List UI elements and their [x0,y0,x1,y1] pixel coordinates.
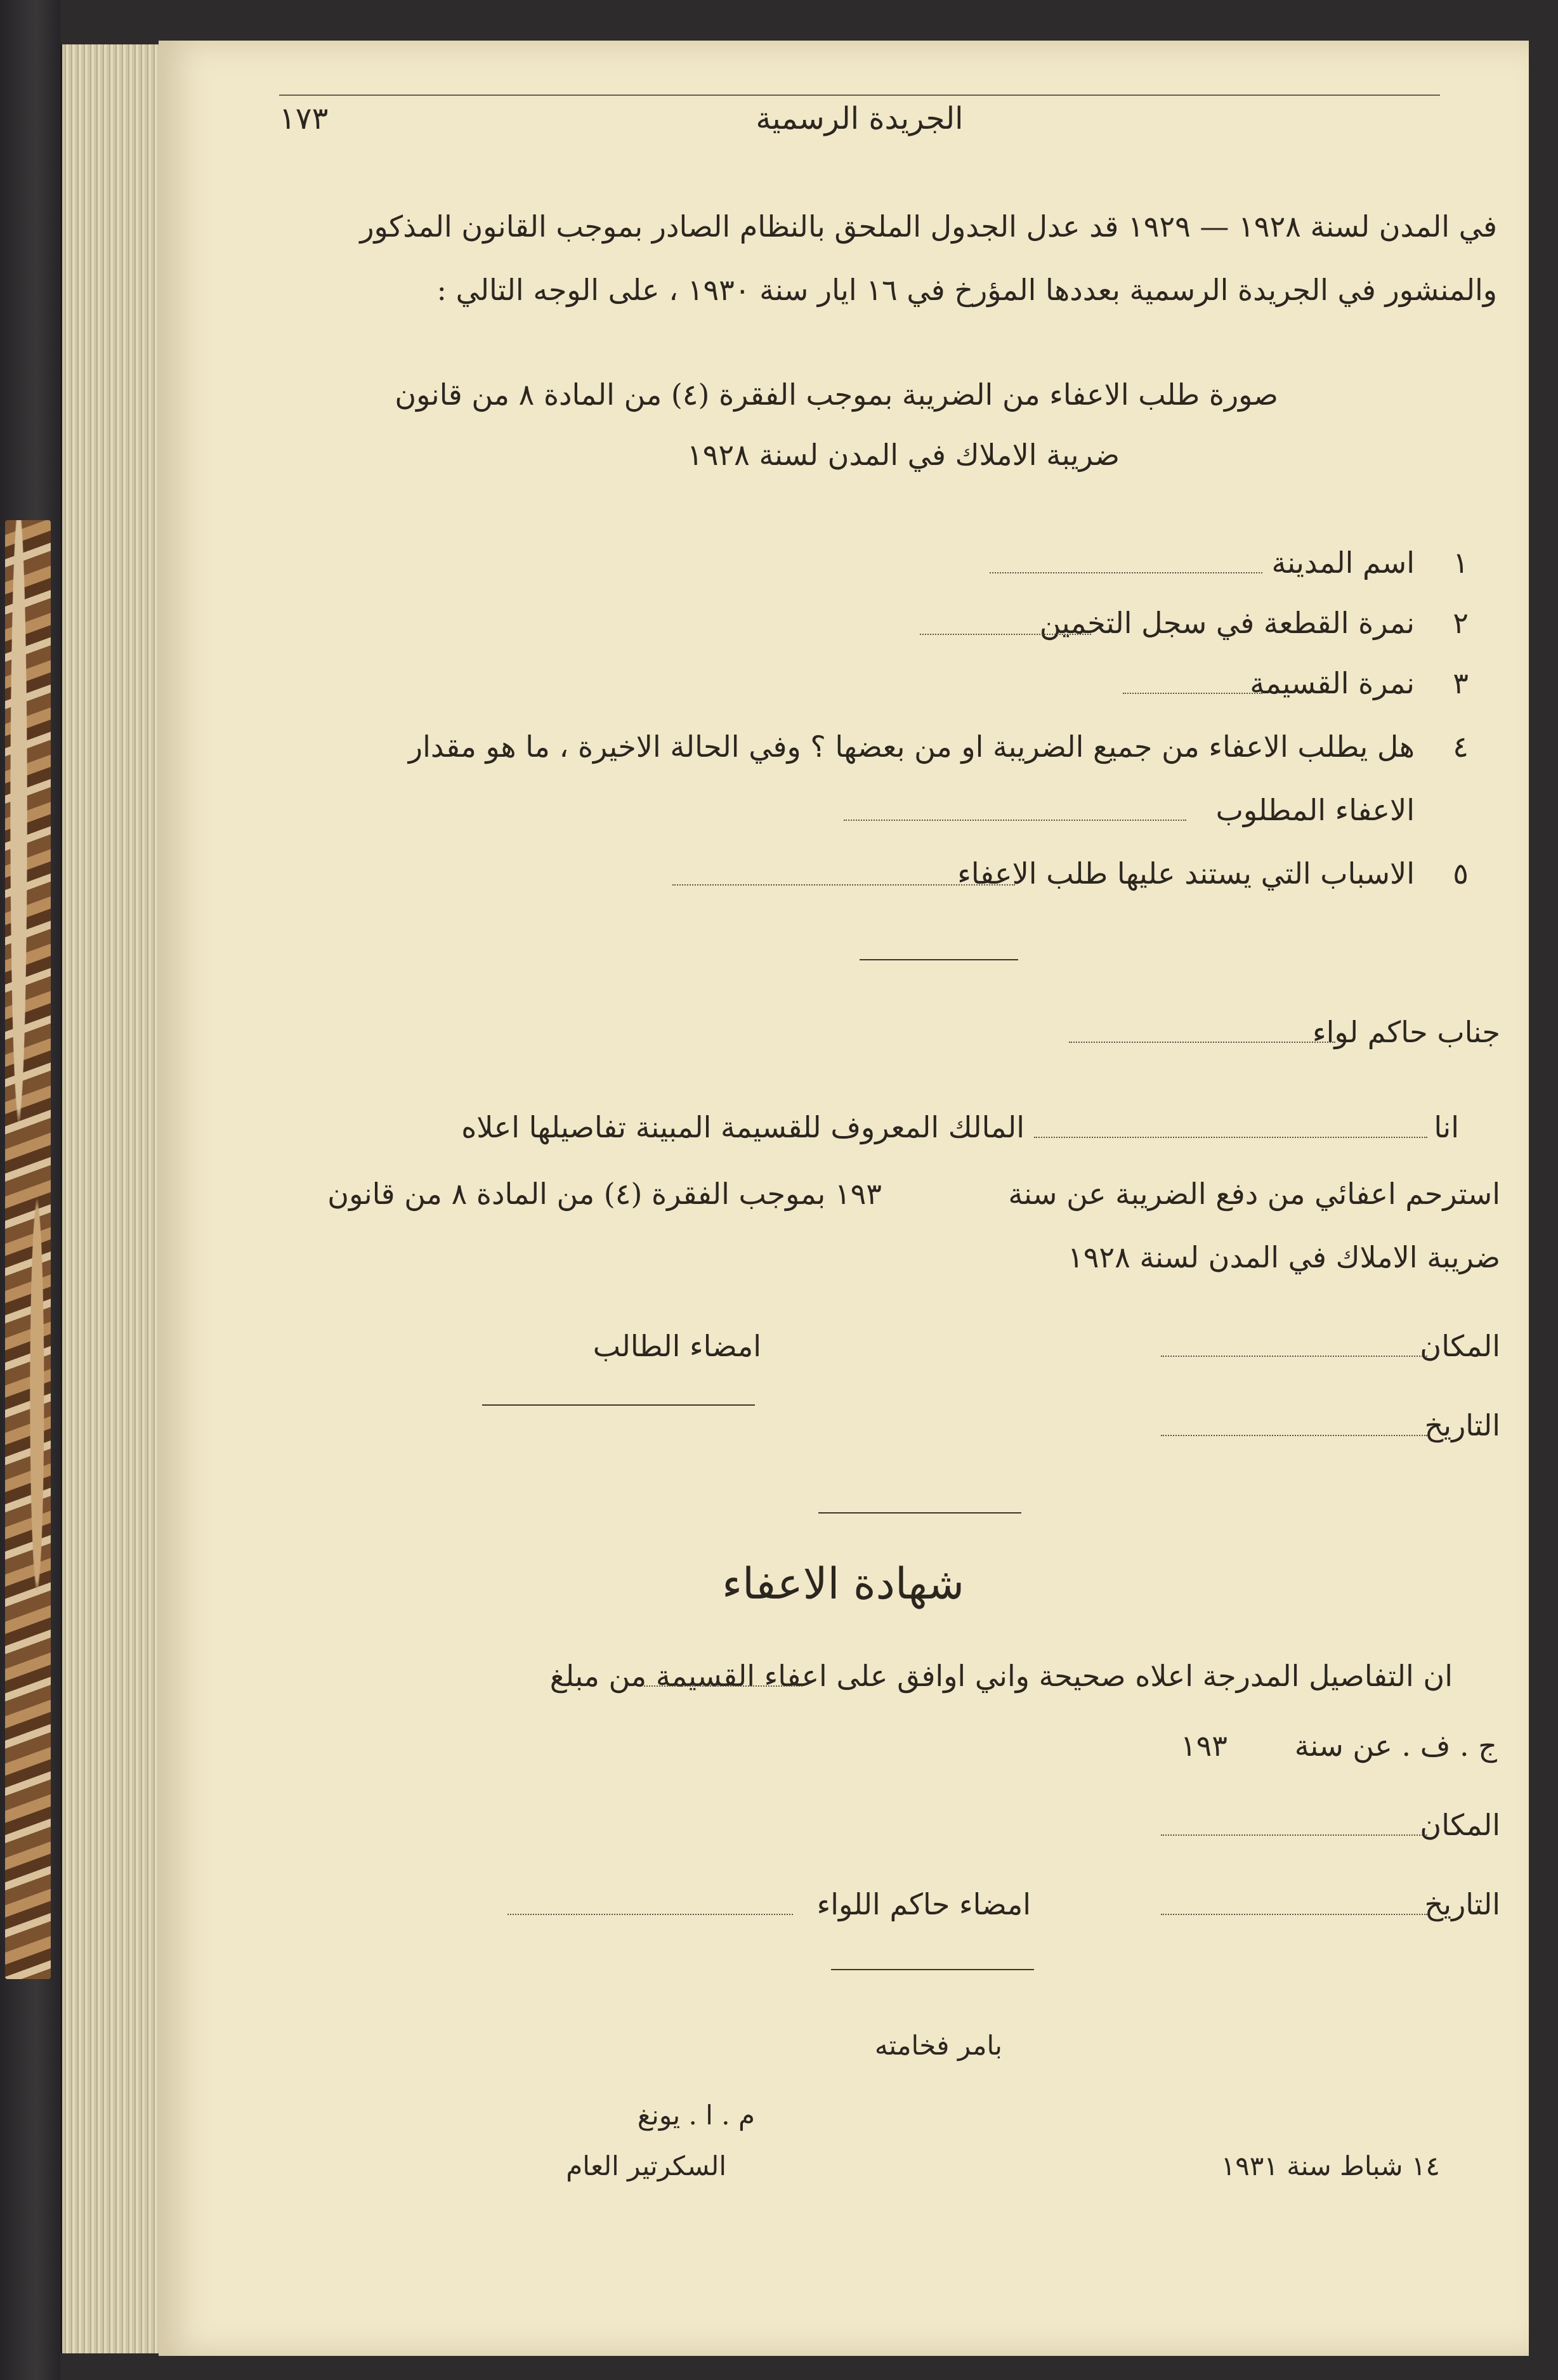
governor-signature-field[interactable] [507,1914,793,1915]
letter-owner-text: المالك المعروف للقسيمة المبينة تفاصيلها اعلاه [461,1110,1024,1144]
district-field[interactable] [1069,1042,1335,1043]
section-divider [860,959,1018,960]
owner-name-field[interactable] [1034,1137,1427,1138]
governor-signature-label: امضاء حاكم اللواء [816,1887,1031,1921]
place-label: المكان [1420,1329,1500,1363]
signatory-name: م . ا . يونغ [637,2100,755,2131]
page-number: ١٧٣ [279,101,329,136]
issue-date: ١٤ شباط سنة ١٩٣١ [1221,2150,1440,2181]
addressee: جناب حاكم لواء [1312,1015,1500,1049]
letter-law: ضريبة الاملاك في المدن لسنة ١٩٢٨ [1068,1240,1500,1274]
signatory-title: السكرتير العام [566,2150,726,2181]
applicant-signature-label: امضاء الطالب [592,1329,761,1363]
item-label-exemption-amount: الاعفاء المطلوب [1215,793,1415,827]
item-number: ١ [1453,546,1469,580]
exemption-amount-field[interactable] [844,820,1186,821]
page-block-edge [60,44,164,2353]
page-header [279,101,1440,145]
letter-request-a: استرحم اعفائي من دفع الضريبة عن سنة [1008,1177,1500,1211]
header-title: الجريدة الرسمية [756,101,964,136]
form-title-line-2: ضريبة الاملاك في المدن لسنة ١٩٢٨ [687,438,1120,472]
certificate-place-field[interactable] [1161,1834,1427,1836]
certificate-date-label: التاريخ [1424,1887,1500,1921]
applicant-signature-line[interactable] [482,1404,755,1406]
parcel-number-field[interactable] [1123,693,1262,694]
item-number: ٢ [1453,606,1469,640]
item-number: ٣ [1453,666,1469,700]
form-title-line-1: صورة طلب الاعفاء من الضريبة بموجب الفقرة (٤) من المادة ٨ من قانون [395,377,1278,412]
letter-request-b: ١٩٣ بموجب الفقرة (٤) من المادة ٨ من قانون [327,1177,882,1211]
city-field[interactable] [990,572,1262,573]
document-page [159,41,1529,2356]
certificate-title: شهادة الاعفاء [722,1559,964,1609]
date-label: التاريخ [1424,1408,1500,1442]
plot-number-field[interactable] [920,634,1091,635]
letter-ana: انا [1434,1110,1459,1144]
header-rule [279,95,1440,96]
intro-line-2: والمنشور في الجريدة الرسمية بعددها المؤرخ في ١٦ ايار سنة ١٩٣٠ ، على الوجه التالي : [436,273,1497,307]
place-field[interactable] [1161,1356,1427,1357]
item-number: ٥ [1453,856,1469,891]
item-label-plot: نمرة القطعة في سجل التخمين [1039,606,1415,640]
certificate-date-field[interactable] [1161,1914,1427,1915]
item-label-parcel: نمرة القسيمة [1250,666,1415,700]
date-field[interactable] [1161,1435,1427,1436]
section-divider [818,1512,1021,1514]
item-label-city: اسم المدينة [1271,546,1415,580]
intro-line-1: في المدن لسنة ١٩٢٨ — ١٩٢٩ قد عدل الجدول الملحق بالنظام الصادر بموجب القانون المذكور [360,209,1497,244]
certificate-place-label: المكان [1420,1808,1500,1842]
certificate-year: ١٩٣ [1180,1729,1227,1763]
item-label-reasons: الاسباب التي يستند عليها طلب الاعفاء [957,856,1415,891]
by-order: بامر فخامته [874,2030,1002,2061]
certificate-line-1: ان التفاصيل المدرجة اعلاه صحيحة واني اوافق على اعفاء القسيمة من مبلغ [549,1659,1453,1693]
item-label-exemption: هل يطلب الاعفاء من جميع الضريبة او من بعضها ؟ وفي الحالة الاخيرة ، ما هو مقدار [408,729,1415,764]
amount-field[interactable] [644,1685,802,1687]
marbled-edge [5,520,51,1979]
item-number: ٤ [1453,729,1469,764]
currency-year-label: ج . ف . عن سنة [1294,1729,1497,1763]
section-divider [831,1969,1034,1970]
reasons-field[interactable] [672,884,1015,886]
